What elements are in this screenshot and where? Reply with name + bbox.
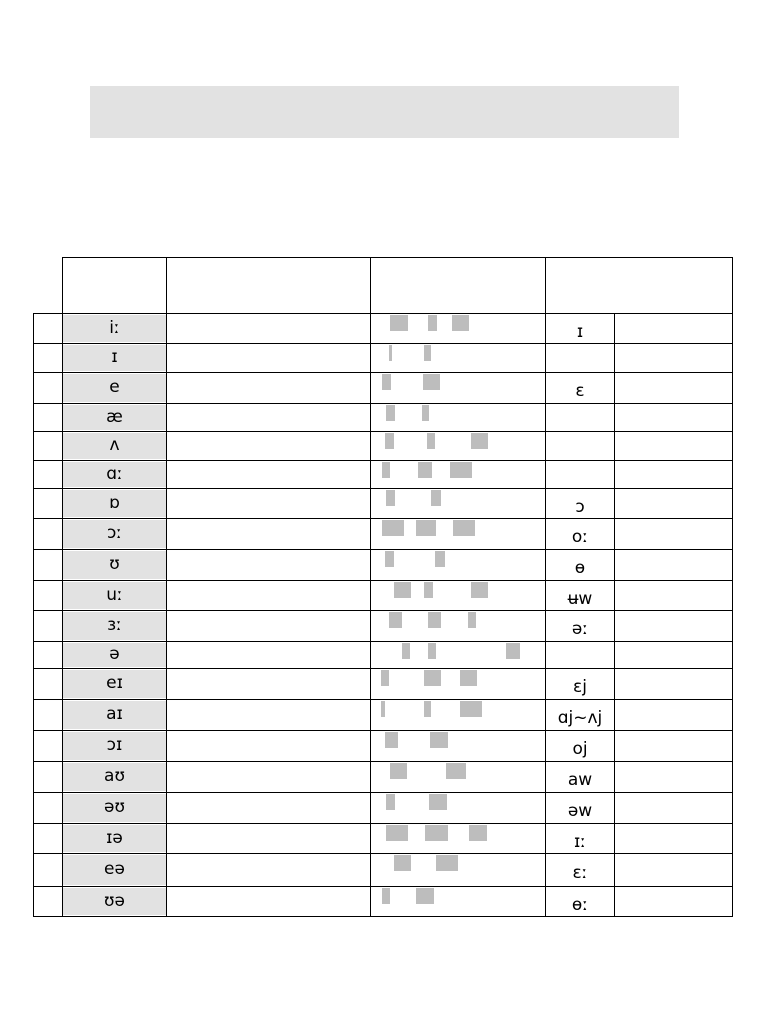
vowel-symbol: uː <box>106 584 123 605</box>
alternate-symbol: aw <box>567 770 593 790</box>
vowel-symbol: e <box>109 377 120 397</box>
vowel-symbol: ɒ <box>109 492 120 513</box>
redacted-block <box>506 643 520 659</box>
row-divider <box>33 580 733 581</box>
row-divider <box>33 372 733 373</box>
column-divider <box>166 313 167 917</box>
row-divider <box>33 886 733 887</box>
row-divider <box>33 431 733 432</box>
vowel-symbol: eə <box>104 859 125 879</box>
redacted-block <box>390 763 407 779</box>
row-divider <box>33 518 733 519</box>
redacted-block <box>460 670 477 686</box>
redacted-block <box>386 825 408 841</box>
redacted-block <box>431 490 441 506</box>
redacted-block <box>389 612 402 628</box>
row-divider <box>33 792 733 793</box>
redacted-block <box>453 520 475 536</box>
redacted-block <box>386 405 395 421</box>
vowel-symbol: aɪ <box>106 704 123 724</box>
redacted-block <box>424 345 431 361</box>
redacted-block <box>381 670 389 686</box>
redacted-block <box>416 520 436 536</box>
row-divider <box>33 460 733 461</box>
redacted-block <box>385 551 394 567</box>
vowel-symbol: ɑː <box>106 463 123 484</box>
row-divider <box>33 313 733 314</box>
column-divider <box>62 313 63 917</box>
vowel-symbol: ʊ <box>109 554 120 574</box>
redacted-block <box>394 855 411 871</box>
row-divider <box>33 761 733 762</box>
redacted-block <box>424 701 431 717</box>
row-divider <box>33 699 733 700</box>
row-divider <box>33 641 733 642</box>
row-divider <box>33 853 733 854</box>
redacted-block <box>402 643 410 659</box>
column-divider <box>614 313 615 917</box>
redacted-block <box>428 315 437 331</box>
redacted-block <box>450 462 472 478</box>
alternate-symbol: oj <box>572 739 588 759</box>
row-divider <box>33 916 733 917</box>
vowel-symbol: ɔɪ <box>106 735 123 755</box>
vowel-symbol: ɜː <box>107 615 122 635</box>
vowel-symbol: ə <box>109 644 120 664</box>
vowel-symbol: æ <box>106 406 123 427</box>
redacted-block <box>422 405 429 421</box>
redacted-block <box>430 732 448 748</box>
alternate-symbol: ɵː <box>571 894 589 915</box>
vowel-symbol: iː <box>109 317 120 338</box>
vowel-symbol: əʊ <box>104 797 125 817</box>
row-divider <box>33 668 733 669</box>
vowel-symbol: aʊ <box>104 766 125 786</box>
redacted-block <box>382 462 390 478</box>
alternate-symbol: ɛ <box>575 381 585 401</box>
column-divider <box>33 313 34 917</box>
redacted-block <box>425 825 448 841</box>
redacted-block <box>423 374 440 390</box>
redacted-block <box>385 433 394 449</box>
redacted-block <box>381 701 385 717</box>
row-divider <box>33 730 733 731</box>
redacted-block <box>452 315 469 331</box>
redacted-block <box>394 582 411 598</box>
redacted-block <box>424 582 433 598</box>
redacted-block <box>471 582 488 598</box>
column-divider <box>370 313 371 917</box>
redacted-block <box>428 612 441 628</box>
alternate-symbol: ɛj <box>573 677 587 697</box>
column-divider <box>545 313 546 917</box>
redacted-block <box>386 794 395 810</box>
alternate-symbol: ɪː <box>573 831 587 852</box>
row-divider <box>33 823 733 824</box>
redacted-block <box>390 315 408 331</box>
row-divider <box>33 343 733 344</box>
alternate-symbol: ɪ <box>576 321 584 342</box>
redacted-block <box>427 433 435 449</box>
redacted-block <box>385 732 398 748</box>
redacted-block <box>418 462 432 478</box>
vowel-symbol: ʊə <box>104 890 125 911</box>
alternate-symbol: əw <box>567 801 593 821</box>
redacted-block <box>471 433 488 449</box>
vowel-symbol: ɪ <box>111 347 118 367</box>
redacted-block <box>416 888 434 904</box>
vowel-symbol: eɪ <box>106 673 123 693</box>
redacted-block <box>424 670 441 686</box>
column-divider <box>732 313 733 917</box>
alternate-symbol: əː <box>571 619 589 639</box>
redacted-block <box>468 612 476 628</box>
redacted-block <box>429 794 447 810</box>
alternate-symbol: ɛː <box>572 863 588 883</box>
redacted-block <box>435 551 445 567</box>
alternate-symbol: ɔ <box>575 496 585 517</box>
row-divider <box>33 549 733 550</box>
row-divider <box>33 610 733 611</box>
redacted-block <box>436 855 458 871</box>
redacted-block <box>446 763 466 779</box>
vowel-symbol: ɔː <box>106 523 123 543</box>
vowel-symbol: ɪə <box>106 827 123 848</box>
redacted-block <box>428 643 436 659</box>
alternate-symbol: ɑj~ʌj <box>557 708 603 728</box>
redacted-block <box>389 345 392 361</box>
alternate-symbol: oː <box>571 527 589 547</box>
redacted-block <box>386 490 395 506</box>
row-divider <box>33 403 733 404</box>
redacted-block <box>382 888 390 904</box>
alternate-symbol: ɵ <box>574 558 586 578</box>
redacted-block <box>460 701 482 717</box>
alternate-symbol: ʉw <box>567 588 593 609</box>
row-divider <box>33 488 733 489</box>
redacted-block <box>382 374 391 390</box>
redacted-block <box>382 520 404 536</box>
vowel-symbol: ʌ <box>109 435 120 455</box>
redacted-block <box>469 825 487 841</box>
